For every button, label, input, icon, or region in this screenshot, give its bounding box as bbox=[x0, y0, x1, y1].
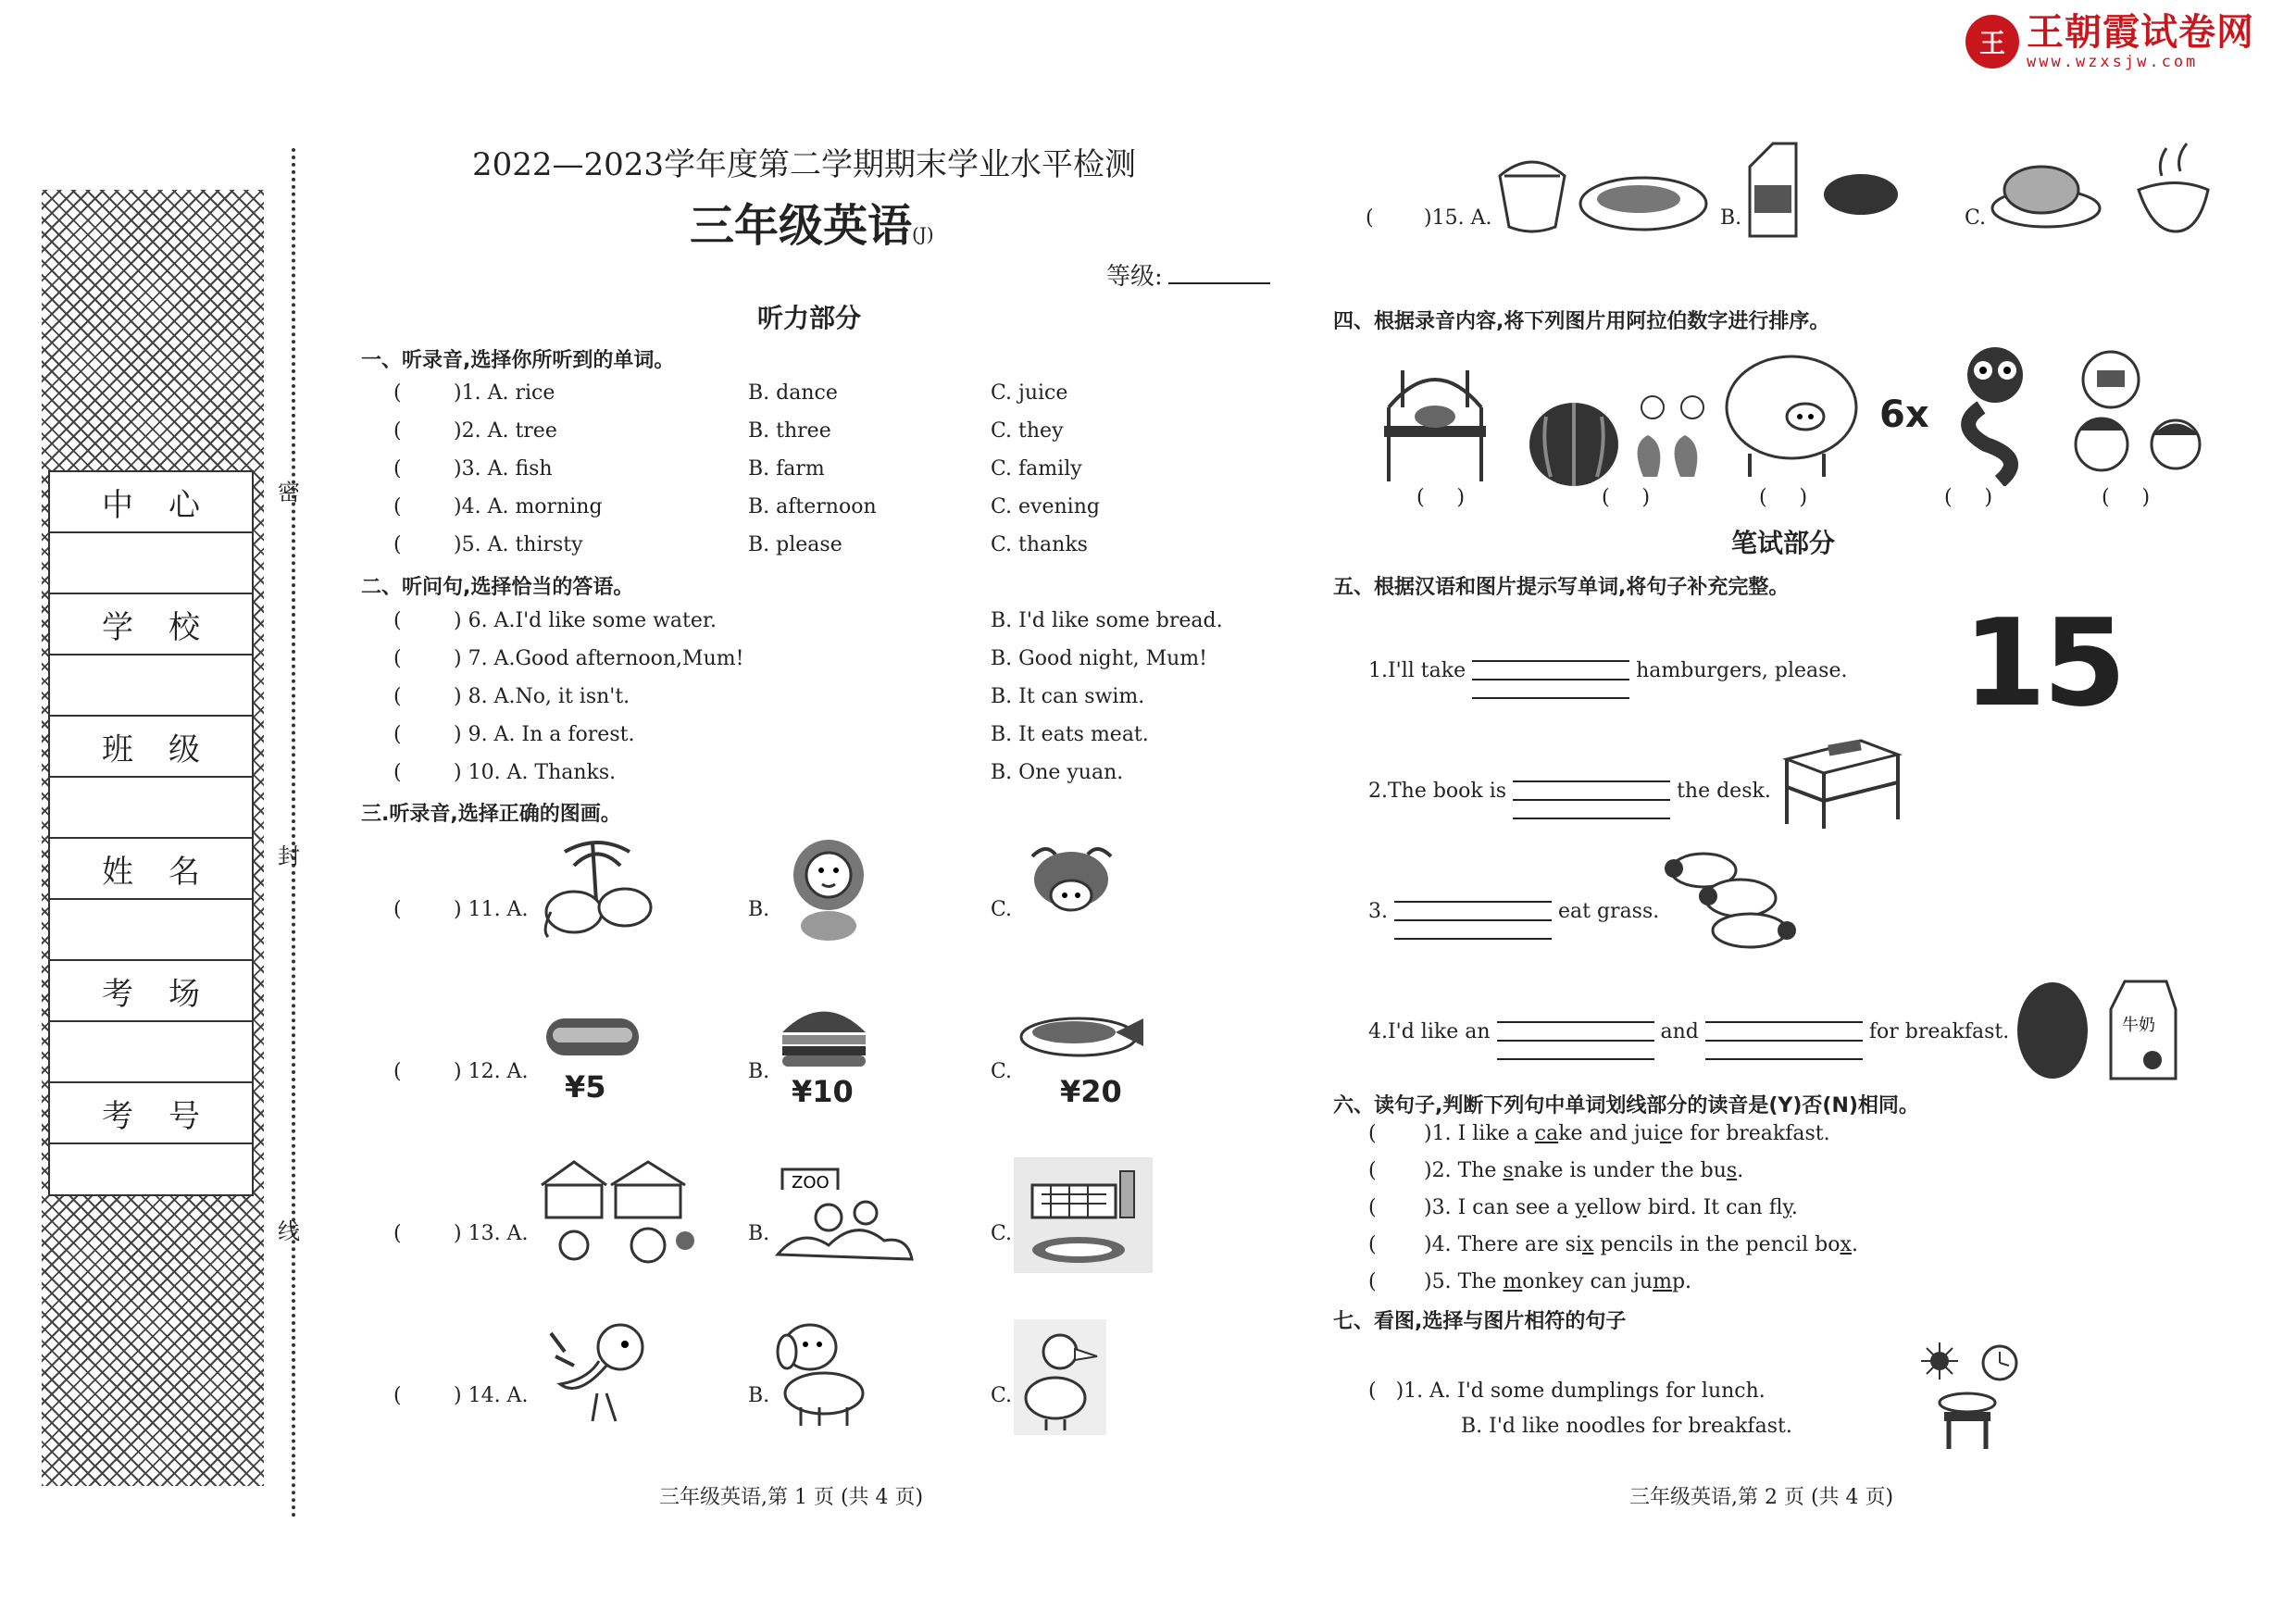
option-a: )2. A. tree bbox=[454, 419, 557, 443]
info-label-number: 考号 bbox=[50, 1083, 252, 1144]
option-c-label: C. bbox=[991, 1060, 1013, 1083]
option-b-text: B. I'd like noodles for breakfast. bbox=[1461, 1415, 1792, 1438]
section-1-title: 一、听录音,选择你所听到的单词。 bbox=[361, 349, 675, 372]
sheep-icon bbox=[1657, 843, 1805, 954]
seal-char: 密 bbox=[278, 480, 300, 506]
section-4-title: 四、根据录音内容,将下列图片用阿拉伯数字进行排序。 bbox=[1333, 310, 1830, 333]
answer-paren[interactable]: ( bbox=[393, 685, 402, 708]
order-blank[interactable]: ( ) bbox=[2102, 486, 2151, 509]
sentence-row bbox=[1424, 1159, 1743, 1182]
seal-line bbox=[292, 148, 295, 1518]
option-c-label: C. bbox=[991, 1222, 1013, 1245]
option-b: B. One yuan. bbox=[991, 761, 1124, 784]
option-b: B. It can swim. bbox=[991, 685, 1145, 708]
bird-icon bbox=[542, 1315, 653, 1430]
seal-char: 封 bbox=[278, 843, 300, 869]
family-eating-icon bbox=[2060, 343, 2217, 491]
dog-icon bbox=[768, 1315, 870, 1430]
answer-paren[interactable]: ( bbox=[1368, 1159, 1377, 1182]
option-a: )5. A. thirsty bbox=[454, 533, 583, 556]
logo-name: 王朝霞试卷网 bbox=[2027, 11, 2254, 54]
sentence-text: ke and jui bbox=[1558, 1122, 1660, 1145]
noodles-morning-icon bbox=[1921, 1342, 2023, 1454]
option-a: ) 10. A. Thanks. bbox=[454, 761, 617, 784]
fill-sentence-2 bbox=[1368, 764, 1771, 819]
order-blank[interactable]: ( ) bbox=[1944, 486, 1993, 509]
info-label-class: 班级 bbox=[50, 717, 252, 778]
option-b: B. I'd like some bread. bbox=[991, 609, 1223, 632]
answer-paren[interactable]: ( bbox=[393, 898, 402, 921]
underlined-sound: m bbox=[1653, 1270, 1672, 1293]
option-c: C. they bbox=[991, 419, 1064, 443]
listening-heading: 听力部分 bbox=[757, 303, 862, 333]
price-label: ¥5 bbox=[565, 1069, 606, 1105]
logo-url: www.wzxsjw.com bbox=[2027, 53, 2199, 71]
price-label: ¥10 bbox=[792, 1074, 854, 1109]
sentence-text: and bbox=[1660, 1020, 1699, 1043]
pig-icon bbox=[1722, 343, 1870, 481]
section-6-title: 六、读句子,判断下列句中单词划线部分的读音是(Y)否(N)相同。 bbox=[1333, 1094, 1919, 1117]
answer-paren[interactable]: ( bbox=[393, 419, 402, 443]
chicken-and-soup-icon bbox=[1990, 139, 2213, 241]
option-b: B. afternoon bbox=[748, 495, 877, 518]
section-5-title: 五、根据汉语和图片提示写单词,将句子补充完整。 bbox=[1333, 576, 1790, 599]
sentence-text: )3. I can see a bbox=[1424, 1196, 1576, 1219]
fish-dish-icon bbox=[1018, 1005, 1148, 1060]
underlined-sound: x bbox=[1581, 1233, 1594, 1256]
sentence-text: . bbox=[1737, 1159, 1744, 1182]
section-7-option-a[interactable]: ( )1. A. I'd some dumplings for lunch. bbox=[1368, 1380, 1766, 1403]
logo-emblem-icon: 王 bbox=[1965, 15, 2019, 69]
option-a-label: )15. A. bbox=[1424, 206, 1492, 230]
sentence-text: 2.The book is bbox=[1368, 780, 1507, 803]
edition-text: (J) bbox=[912, 223, 934, 245]
underlined-sound: s bbox=[1726, 1159, 1738, 1182]
student-info-box bbox=[48, 470, 254, 1196]
answer-paren[interactable]: ( bbox=[393, 495, 402, 518]
answer-paren[interactable]: ( bbox=[1366, 206, 1374, 230]
sentence-text: 1.I'll take bbox=[1368, 659, 1466, 682]
option-a-text: )1. A. I'd some dumplings for lunch. bbox=[1395, 1380, 1766, 1403]
sentence-text: nake is under the bu bbox=[1513, 1159, 1727, 1182]
snake-icon bbox=[1944, 343, 2046, 486]
info-label-center: 中心 bbox=[50, 472, 252, 533]
answer-paren[interactable]: ( bbox=[393, 1060, 402, 1083]
section-2-title: 二、听问句,选择恰当的答语。 bbox=[361, 576, 634, 599]
order-blank[interactable]: ( ) bbox=[1602, 486, 1651, 509]
milk-and-bread-icon bbox=[1745, 139, 1912, 241]
option-b-label: B. bbox=[748, 898, 770, 921]
price-label: ¥20 bbox=[1060, 1074, 1122, 1109]
option-a: )1. A. rice bbox=[454, 381, 555, 405]
option-c-label: C. bbox=[1965, 206, 1987, 230]
option-b-label: B. bbox=[748, 1384, 770, 1407]
writing-heading: 笔试部分 bbox=[1731, 528, 1836, 558]
option-a: ) 7. A.Good afternoon,Mum! bbox=[454, 647, 744, 670]
option-b: B. please bbox=[748, 533, 842, 556]
fill-sentence-1 bbox=[1368, 643, 1847, 699]
underlined-sound: ca bbox=[1534, 1122, 1559, 1145]
answer-paren[interactable]: ( bbox=[1368, 1122, 1377, 1145]
underlined-sound: s bbox=[1503, 1159, 1514, 1182]
option-a-label: ) 12. A. bbox=[454, 1060, 529, 1083]
section-7-option-b bbox=[1461, 1415, 1792, 1438]
option-c: C. evening bbox=[991, 495, 1100, 518]
number-hint: 15 bbox=[1963, 593, 2123, 733]
desk-with-book-icon bbox=[1778, 731, 1903, 833]
sentence-text: the desk. bbox=[1677, 780, 1771, 803]
info-label-room: 考场 bbox=[50, 961, 252, 1022]
cow-icon bbox=[1018, 838, 1125, 930]
section-3-title: 三.听录音,选择正确的图画。 bbox=[361, 803, 621, 826]
option-a: )4. A. morning bbox=[454, 495, 603, 518]
sentence-text: ellow bird. It can fl bbox=[1586, 1196, 1783, 1219]
answer-paren[interactable]: ( bbox=[1368, 1233, 1377, 1256]
answer-paren[interactable]: ( bbox=[393, 609, 402, 632]
option-b: B. farm bbox=[748, 457, 825, 481]
info-field-name[interactable] bbox=[50, 900, 252, 961]
sentence-text: onkey can ju bbox=[1522, 1270, 1653, 1293]
info-label-school: 学校 bbox=[50, 594, 252, 655]
sentence-text: p. bbox=[1671, 1270, 1692, 1293]
answer-paren[interactable]: ( bbox=[393, 723, 402, 746]
sentence-text: for breakfast. bbox=[1868, 1020, 2010, 1043]
sentence-text: )4. There are si bbox=[1424, 1233, 1582, 1256]
option-b: B. three bbox=[748, 419, 831, 443]
sentence-text: )2. The bbox=[1424, 1159, 1504, 1182]
answer-paren[interactable]: ( bbox=[1368, 1270, 1377, 1293]
sentence-text: )1. I like a bbox=[1424, 1122, 1535, 1145]
sentence-text: . bbox=[1791, 1196, 1798, 1219]
answer-paren[interactable]: ( bbox=[393, 457, 402, 481]
underlined-sound: c bbox=[1659, 1122, 1672, 1145]
answer-blank[interactable] bbox=[1497, 1005, 1654, 1060]
hotdog-icon bbox=[542, 1009, 643, 1065]
info-field-school[interactable] bbox=[50, 655, 252, 717]
watermelon-pears-icon bbox=[1528, 389, 1713, 491]
info-label-name: 姓名 bbox=[50, 839, 252, 900]
farm-scene-icon bbox=[537, 1157, 708, 1268]
duck-icon bbox=[1014, 1319, 1106, 1435]
rice-and-fish-icon bbox=[1495, 139, 1708, 241]
sentence-row bbox=[1424, 1196, 1798, 1219]
egg-and-milk-icon bbox=[2014, 977, 2180, 1083]
sentence-text: e for breakfast. bbox=[1671, 1122, 1830, 1145]
sentence-text: hamburgers, please. bbox=[1636, 659, 1848, 682]
sentence-text: . bbox=[1851, 1233, 1858, 1256]
answer-blank[interactable] bbox=[1394, 884, 1552, 940]
option-c: C. thanks bbox=[991, 533, 1088, 556]
option-b: B. Good night, Mum! bbox=[991, 647, 1207, 670]
answer-paren[interactable]: ( bbox=[393, 533, 402, 556]
underlined-sound: x bbox=[1840, 1233, 1852, 1256]
fill-sentence-3 bbox=[1368, 884, 1659, 940]
option-a: )3. A. fish bbox=[454, 457, 553, 481]
zoo-scene-icon bbox=[773, 1162, 917, 1268]
sentence-row bbox=[1424, 1270, 1691, 1293]
chair-with-cat-icon bbox=[1370, 343, 1500, 486]
info-field-room[interactable] bbox=[50, 1022, 252, 1083]
order-blank[interactable]: ( ) bbox=[1759, 486, 1808, 509]
page-footer-right: 三年级英语,第 2 页 (共 4 页) bbox=[1629, 1486, 1894, 1509]
order-blank[interactable]: ( ) bbox=[1416, 486, 1466, 509]
sentence-row bbox=[1424, 1122, 1830, 1145]
exam-subject bbox=[690, 190, 934, 254]
option-b: B. dance bbox=[748, 381, 838, 405]
count-label: 6x bbox=[1879, 393, 1929, 436]
answer-paren[interactable]: ( bbox=[393, 1222, 402, 1245]
sentence-row bbox=[1424, 1233, 1858, 1256]
info-field-center[interactable] bbox=[50, 533, 252, 594]
option-c-label: C. bbox=[991, 1384, 1013, 1407]
option-b: B. It eats meat. bbox=[991, 723, 1149, 746]
option-a-label: ) 13. A. bbox=[454, 1222, 529, 1245]
grade-field[interactable] bbox=[1106, 257, 1270, 292]
school-playground-icon bbox=[1014, 1157, 1153, 1273]
answer-paren[interactable]: ( bbox=[393, 647, 402, 670]
option-b-label: B. bbox=[748, 1060, 770, 1083]
grade-label: 等级: bbox=[1106, 263, 1163, 291]
info-field-class[interactable] bbox=[50, 778, 252, 839]
answer-blank[interactable] bbox=[1472, 643, 1629, 699]
answer-paren[interactable]: ( bbox=[393, 1384, 402, 1407]
option-c-label: C. bbox=[991, 898, 1013, 921]
seal-char: 线 bbox=[278, 1218, 300, 1244]
zoo-sign-text: ZOO bbox=[792, 1173, 830, 1192]
hamburger-icon bbox=[778, 1000, 870, 1069]
sentence-text: eat grass. bbox=[1558, 900, 1660, 923]
underlined-sound: m bbox=[1503, 1270, 1523, 1293]
milk-label: 牛奶 bbox=[2122, 1016, 2155, 1035]
underlined-sound: y bbox=[1575, 1196, 1587, 1219]
option-a: ) 8. A.No, it isn't. bbox=[454, 685, 630, 708]
exam-title: 2022—2023学年度第二学期期末学业水平检测 bbox=[472, 146, 1137, 183]
sentence-text: pencils in the pencil bo bbox=[1593, 1233, 1841, 1256]
section-7-title: 七、看图,选择与图片相符的句子 bbox=[1333, 1310, 1627, 1333]
grade-blank[interactable] bbox=[1168, 282, 1270, 284]
answer-paren[interactable]: ( bbox=[1368, 1196, 1377, 1219]
option-c: C. family bbox=[991, 457, 1082, 481]
sentence-text: )5. The bbox=[1424, 1270, 1504, 1293]
answer-blank[interactable] bbox=[1705, 1005, 1863, 1060]
site-logo bbox=[1965, 9, 2254, 74]
option-c: C. juice bbox=[991, 381, 1068, 405]
answer-paren[interactable]: ( bbox=[393, 381, 402, 405]
answer-blank[interactable] bbox=[1513, 764, 1670, 819]
sentence-text: 3. bbox=[1368, 900, 1388, 923]
option-a-label: ) 11. A. bbox=[454, 898, 529, 921]
answer-paren[interactable]: ( bbox=[393, 761, 402, 784]
subject-text: 三年级英语 bbox=[690, 200, 913, 252]
option-a: ) 9. A. In a forest. bbox=[454, 723, 635, 746]
lion-icon bbox=[778, 833, 880, 944]
fill-sentence-4 bbox=[1368, 1005, 2009, 1060]
option-a-label: ) 14. A. bbox=[454, 1384, 529, 1407]
option-b-label: B. bbox=[1720, 206, 1742, 230]
elephant-icon bbox=[537, 833, 657, 944]
sentence-text: 4.I'd like an bbox=[1368, 1020, 1491, 1043]
underlined-sound: y bbox=[1782, 1196, 1791, 1219]
option-a: ) 6. A.I'd like some water. bbox=[454, 609, 717, 632]
page-footer-left: 三年级英语,第 1 页 (共 4 页) bbox=[659, 1486, 924, 1509]
option-b-label: B. bbox=[748, 1222, 770, 1245]
